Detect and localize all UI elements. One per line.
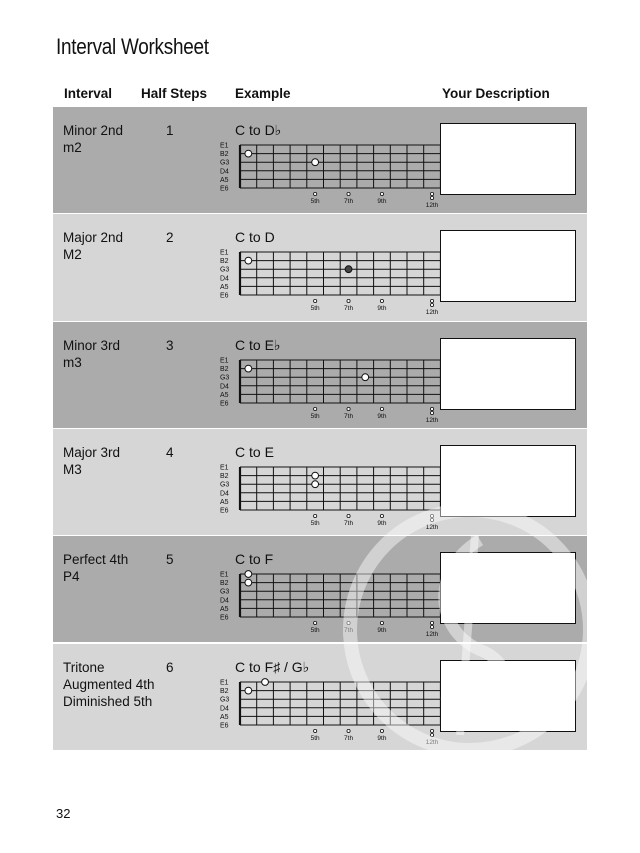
string-label: B2 [219, 472, 229, 480]
fret-marker-label: 5th [310, 734, 320, 742]
interval-name-line: Minor 2nd [63, 123, 124, 138]
note-dot [245, 687, 252, 694]
fret-marker-label: 12th [425, 631, 439, 639]
interval-name [63, 229, 123, 263]
fret-marker-dot [347, 407, 350, 410]
note-dot [245, 365, 252, 372]
note-dot [345, 266, 352, 273]
header-description: Your Description [442, 86, 550, 101]
fret-marker-label: 7th [344, 197, 354, 205]
fret-marker-dot [430, 304, 433, 307]
fret-marker-dot [430, 196, 433, 199]
fretboard-diagram [218, 457, 448, 533]
note-dot [312, 159, 319, 166]
interval-row [53, 322, 587, 428]
fret-marker-dot [380, 192, 383, 195]
interval-row [53, 429, 587, 535]
fret-marker-dot [380, 407, 383, 410]
note-dot [312, 472, 319, 479]
fret-marker-label: 7th [344, 627, 354, 635]
string-label: B2 [219, 365, 229, 373]
fretboard-diagram [218, 350, 448, 426]
fret-marker-label: 9th [377, 412, 387, 420]
fretboard-diagram [218, 564, 448, 640]
fret-marker-dot [430, 622, 433, 625]
string-label: E6 [219, 614, 229, 622]
interval-name-line: Minor 3rd [63, 337, 121, 353]
fret-marker-label: 5th [310, 197, 320, 205]
fret-marker-label: 12th [425, 738, 439, 746]
half-steps-value: 6 [166, 659, 174, 675]
string-label: E1 [219, 249, 229, 257]
fret-marker-label: 7th [344, 412, 354, 420]
string-label: A5 [219, 498, 229, 506]
half-steps-value: 1 [166, 123, 174, 138]
fret-marker-dot [430, 733, 433, 736]
fret-marker-dot [380, 622, 383, 625]
fret-marker-dot [314, 192, 317, 195]
string-label: G3 [219, 481, 230, 489]
fret-marker-dot [380, 514, 383, 517]
fret-marker-label: 9th [377, 305, 387, 313]
description-box[interactable] [440, 230, 576, 302]
fret-marker-dot [430, 300, 433, 303]
string-label: D4 [219, 382, 229, 390]
fret-marker-dot [380, 300, 383, 303]
interval-row [53, 214, 587, 320]
string-label: G3 [219, 696, 230, 704]
note-dot [245, 571, 252, 578]
example-label: C to F [235, 551, 274, 568]
fret-marker-dot [430, 407, 433, 410]
fret-marker-label: 12th [425, 416, 439, 424]
note-dot [245, 579, 252, 586]
interval-name [63, 337, 120, 371]
interval-name [63, 551, 128, 585]
example-label: C to D [235, 229, 275, 246]
note-dot [312, 481, 319, 488]
fret-marker-dot [314, 300, 317, 303]
fret-marker-label: 7th [344, 734, 354, 742]
fret-marker-label: 5th [310, 305, 320, 313]
interval-row [53, 107, 587, 213]
string-label: E1 [219, 464, 229, 472]
fret-marker-label: 12th [425, 523, 439, 531]
interval-name-line: P4 [63, 569, 80, 585]
fret-marker-dot [347, 622, 350, 625]
interval-name-line: Tritone [63, 659, 105, 675]
fret-marker-label: 7th [344, 305, 354, 313]
string-label: B2 [219, 580, 229, 588]
fret-marker-dot [430, 729, 433, 732]
interval-name-line: m2 [63, 140, 82, 155]
string-label: B2 [219, 687, 229, 695]
fret-marker-label: 9th [377, 734, 387, 742]
half-steps-value: 4 [166, 444, 174, 460]
interval-name-line: Major 2nd [63, 230, 124, 246]
description-box[interactable] [440, 660, 576, 732]
string-label: B2 [219, 151, 229, 159]
page-title: Interval Worksheet [56, 34, 209, 59]
string-label: A5 [219, 713, 229, 721]
string-label: G3 [219, 159, 230, 167]
interval-name-line: Augmented 4th [63, 676, 155, 692]
interval-name-line: m3 [63, 354, 82, 370]
string-label: A5 [219, 606, 229, 614]
interval-row [53, 644, 587, 750]
string-label: E6 [219, 400, 229, 408]
fret-marker-dot [347, 514, 350, 517]
interval-name [63, 659, 155, 710]
page-number: 32 [56, 806, 71, 821]
string-label: E6 [219, 292, 229, 300]
string-label: G3 [219, 266, 230, 274]
string-label: E6 [219, 721, 229, 729]
half-steps-value: 5 [166, 552, 174, 568]
description-box[interactable] [440, 445, 576, 517]
fret-marker-dot [314, 729, 317, 732]
fret-marker-dot [314, 407, 317, 410]
string-label: A5 [219, 284, 229, 292]
interval-name-line: Perfect 4th [63, 552, 129, 568]
fret-marker-label: 9th [377, 197, 387, 205]
fretboard-diagram [218, 242, 448, 318]
string-label: B2 [219, 258, 229, 266]
fret-marker-dot [430, 518, 433, 521]
fret-marker-dot [430, 626, 433, 629]
string-label: G3 [219, 374, 230, 382]
header-interval: Interval [64, 86, 113, 101]
string-label: D4 [219, 168, 229, 176]
description-box[interactable] [440, 123, 576, 195]
fret-marker-dot [347, 729, 350, 732]
fret-marker-label: 5th [310, 412, 320, 420]
note-dot [362, 373, 369, 380]
note-dot [245, 150, 252, 157]
string-label: D4 [219, 490, 229, 498]
fret-marker-dot [314, 622, 317, 625]
fret-marker-dot [380, 729, 383, 732]
interval-name-line: M3 [63, 461, 82, 477]
string-label: E1 [219, 571, 229, 579]
interval-name-line: M2 [63, 247, 82, 263]
string-label: A5 [219, 391, 229, 399]
interval-name [63, 122, 123, 156]
interval-row [53, 536, 587, 642]
example-label: C to D♭ [235, 122, 282, 138]
note-dot [262, 678, 269, 685]
interval-name-line: Diminished 5th [63, 693, 153, 709]
fretboard-diagram [218, 135, 448, 211]
string-label: D4 [219, 704, 229, 712]
string-label: G3 [219, 588, 230, 596]
string-label: D4 [219, 597, 229, 605]
fret-marker-dot [314, 514, 317, 517]
example-label: C to F♯ / G♭ [235, 658, 310, 675]
header-half-steps: Half Steps [141, 86, 208, 101]
example-label: C to E [235, 443, 274, 460]
half-steps-value: 2 [166, 230, 174, 246]
example-label: C to E♭ [235, 336, 281, 353]
fret-marker-label: 9th [377, 627, 387, 635]
string-label: E6 [219, 185, 229, 193]
fret-marker-label: 7th [344, 519, 354, 527]
fret-marker-dot [430, 411, 433, 414]
fret-marker-label: 5th [310, 519, 320, 527]
fret-marker-label: 12th [425, 309, 439, 317]
fret-marker-label: 9th [377, 519, 387, 527]
string-label: A5 [219, 176, 229, 184]
fretboard-diagram [218, 672, 448, 748]
interval-name-line: Major 3rd [63, 444, 121, 460]
string-label: D4 [219, 275, 229, 283]
fret-marker-dot [347, 300, 350, 303]
fret-marker-dot [430, 514, 433, 517]
note-dot [245, 257, 252, 264]
header-example: Example [235, 86, 291, 101]
string-label: E1 [219, 679, 229, 687]
description-box[interactable] [440, 552, 576, 624]
interval-name [63, 444, 120, 478]
string-label: E1 [219, 357, 229, 365]
fret-marker-dot [347, 192, 350, 195]
string-label: E6 [219, 507, 229, 515]
fret-marker-dot [430, 192, 433, 195]
half-steps-value: 3 [166, 337, 174, 353]
fret-marker-label: 5th [310, 627, 320, 635]
description-box[interactable] [440, 338, 576, 410]
string-label: E1 [219, 142, 229, 150]
fret-marker-label: 12th [425, 201, 439, 209]
